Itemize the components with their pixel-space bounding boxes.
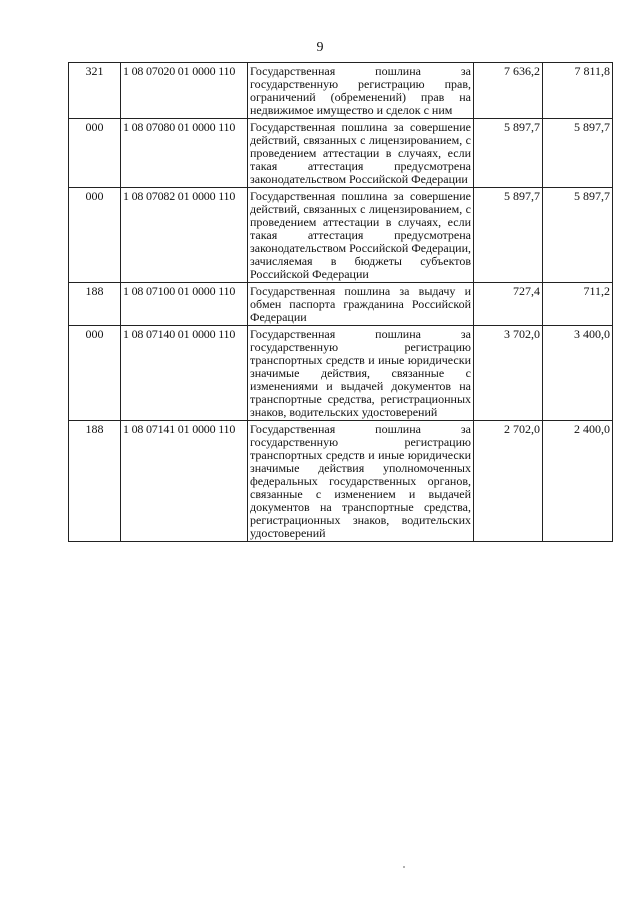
table-row [69, 119, 613, 188]
admin-code-cell: 188 [69, 283, 121, 326]
revenue-name-cell: Государственная пошлина за государственную регистрацию транспортных средств и иные юридически значимые действия, связанные с изменениями и выдачей документов на транспортные средства, регистрационных знаков, водительских удостоверений [248, 326, 474, 421]
table-row [69, 63, 613, 119]
amount-first-cell: 7 636,2 [474, 63, 543, 119]
revenue-name-cell: Государственная пошлина за государственную регистрацию прав, ограничений (обременений) прав на недвижимое имущество и сделок с ним [248, 63, 474, 119]
table-row [69, 326, 613, 421]
revenue-name-cell: Государственная пошлина за государственную регистрацию транспортных средств и иные юридически значимые действия уполномоченных федеральных государственных органов, связанные с изменением и выдачей документов на транспортные средства, регистрационных знаков, водительских удостоверений [248, 421, 474, 542]
budget-code-cell: 1 08 07020 01 0000 110 [121, 63, 248, 119]
amount-first-cell: 3 702,0 [474, 326, 543, 421]
admin-code-cell: 000 [69, 119, 121, 188]
scan-speck [403, 866, 405, 868]
budget-code-cell: 1 08 07100 01 0000 110 [121, 283, 248, 326]
revenue-name-cell: Государственная пошлина за совершение действий, связанных с лицензированием, с проведением аттестации в случаях, если такая аттестация предусмотрена законодательством Российской Федерации, зачисляемая в бюджеты субъектов Российской Федерации [248, 188, 474, 283]
amount-first-cell: 5 897,7 [474, 188, 543, 283]
table-body [69, 63, 613, 542]
amount-first-cell: 2 702,0 [474, 421, 543, 542]
amount-second-cell: 7 811,8 [543, 63, 613, 119]
amount-second-cell: 5 897,7 [543, 119, 613, 188]
revenue-name-cell: Государственная пошлина за совершение действий, связанных с лицензированием, с проведением аттестации в случаях, если такая аттестация предусмотрена законодательством Российской Федерации [248, 119, 474, 188]
amount-second-cell: 711,2 [543, 283, 613, 326]
budget-revenue-table [68, 62, 613, 542]
admin-code-cell: 188 [69, 421, 121, 542]
table-row [69, 188, 613, 283]
table-row [69, 421, 613, 542]
budget-code-cell: 1 08 07141 01 0000 110 [121, 421, 248, 542]
admin-code-cell: 000 [69, 188, 121, 283]
budget-code-cell: 1 08 07080 01 0000 110 [121, 119, 248, 188]
table-row [69, 283, 613, 326]
admin-code-cell: 000 [69, 326, 121, 421]
amount-second-cell: 2 400,0 [543, 421, 613, 542]
admin-code-cell: 321 [69, 63, 121, 119]
amount-first-cell: 727,4 [474, 283, 543, 326]
amount-first-cell: 5 897,7 [474, 119, 543, 188]
amount-second-cell: 5 897,7 [543, 188, 613, 283]
budget-code-cell: 1 08 07082 01 0000 110 [121, 188, 248, 283]
revenue-name-cell: Государственная пошлина за выдачу и обмен паспорта гражданина Российской Федерации [248, 283, 474, 326]
page-number: 9 [316, 40, 324, 55]
amount-second-cell: 3 400,0 [543, 326, 613, 421]
budget-code-cell: 1 08 07140 01 0000 110 [121, 326, 248, 421]
